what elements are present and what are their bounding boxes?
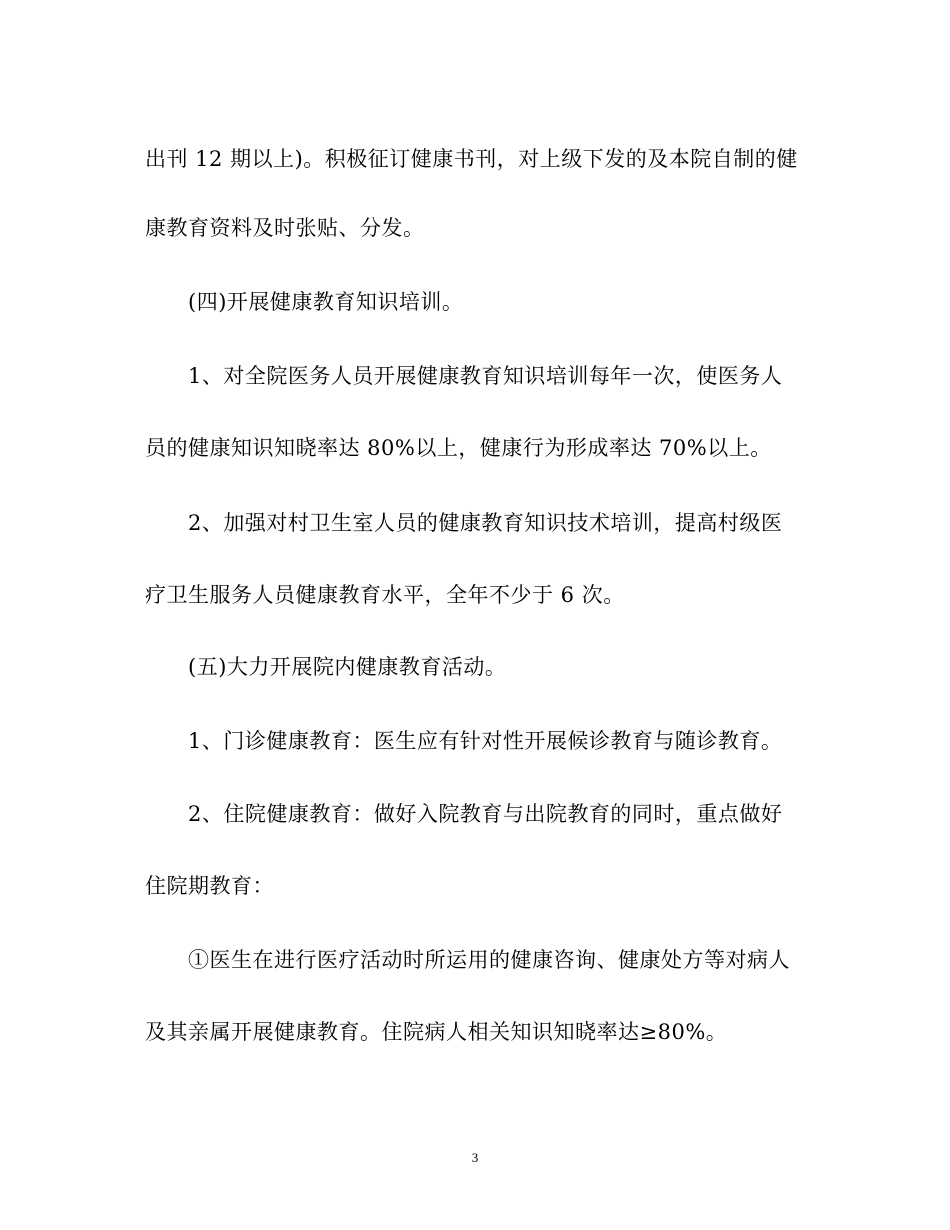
circled-item-1-line-2: 及其亲属开展健康教育。住院病人相关知识知晓率达≥80%。: [145, 1020, 728, 1044]
item-2-line-2: 疗卫生服务人员健康教育水平，全年不少于 6 次。: [145, 583, 625, 607]
section-heading-activities: (五)大力开展院内健康教育活动。: [188, 655, 507, 679]
paragraph-line: 康教育资料及时张贴、分发。: [145, 216, 425, 240]
inpatient-education-line-2: 住院期教育：: [145, 874, 274, 898]
section-heading-training: (四)开展健康教育知识培训。: [188, 290, 464, 314]
item-2-line-1: 2、加强对村卫生室人员的健康教育知识技术培训，提高村级医: [188, 511, 783, 535]
circled-item-1-line-1: ①医生在进行医疗活动时所运用的健康咨询、健康处方等对病人: [188, 948, 790, 972]
item-1-line-1: 1、对全院医务人员开展健康教育知识培训每年一次，使医务人: [188, 364, 783, 388]
page-number: 3: [471, 1150, 479, 1165]
outpatient-education-line: 1、门诊健康教育：医生应有针对性开展候诊教育与随诊教育。: [188, 729, 783, 753]
paragraph-line-continuation: 出刊 12 期以上)。积极征订健康书刊，对上级下发的及本院自制的健: [145, 147, 798, 171]
item-1-line-2: 员的健康知识知晓率达 80%以上，健康行为形成率达 70%以上。: [145, 436, 772, 460]
inpatient-education-line-1: 2、住院健康教育：做好入院教育与出院教育的同时，重点做好: [188, 802, 783, 826]
